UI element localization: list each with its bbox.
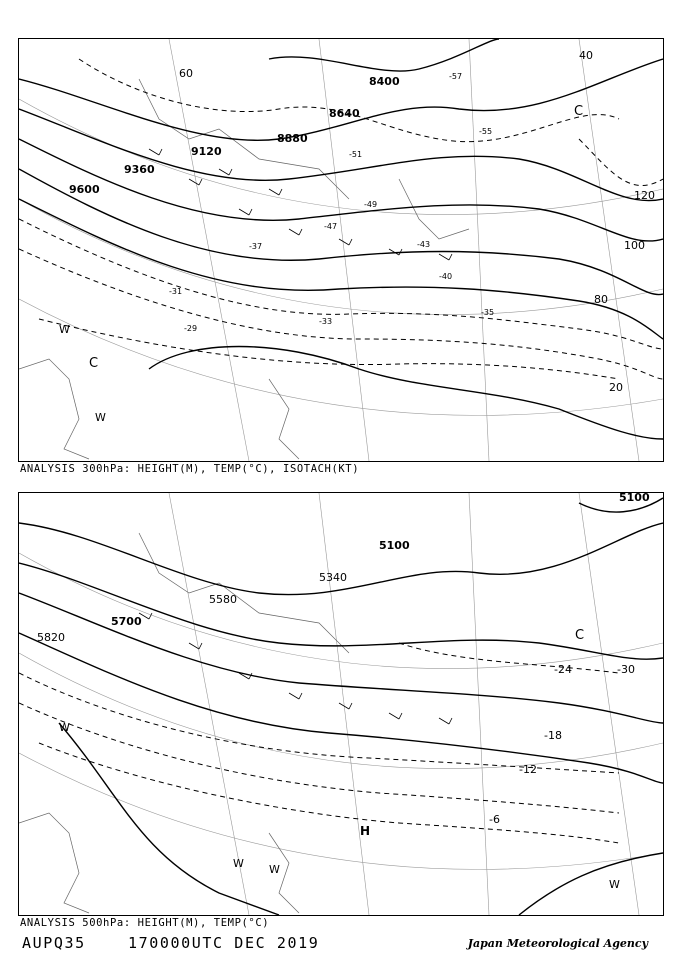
- warm-center-symbol: W: [59, 721, 70, 734]
- map-500hpa-svg: [19, 493, 663, 915]
- chart-500hpa: [18, 492, 664, 916]
- height-label: 5100: [379, 539, 410, 552]
- analysis-time: 170000UTC DEC 2019: [128, 934, 320, 952]
- height-label: 5580: [209, 593, 237, 606]
- wind-barbs-500: [139, 613, 452, 724]
- isotach-label: 20: [609, 381, 623, 394]
- isotherm-label: -24: [554, 663, 572, 676]
- height-label: 8880: [277, 132, 308, 145]
- height-label: 8640: [329, 107, 360, 120]
- low-center-symbol: C: [574, 104, 584, 119]
- height-label: 5700: [111, 615, 142, 628]
- low-center-symbol: C: [89, 356, 99, 371]
- warm-center-symbol: W: [233, 857, 244, 870]
- temp-label: -49: [364, 200, 378, 209]
- isotherm-label: -6: [489, 813, 500, 826]
- warm-center-symbol: W: [95, 411, 106, 424]
- high-center-symbol: H: [360, 824, 371, 838]
- height-contours-500: [19, 498, 663, 915]
- height-label: 9600: [69, 183, 100, 196]
- warm-center-symbol: W: [59, 323, 70, 336]
- temp-label: -43: [417, 240, 431, 249]
- isotach-label: 40: [579, 49, 593, 62]
- isotach-label: 100: [624, 239, 645, 252]
- temp-label: -37: [249, 242, 263, 251]
- graticule-300: [19, 39, 663, 461]
- height-label: 9120: [191, 145, 222, 158]
- agency-name: Japan Meteorological Agency: [467, 937, 648, 950]
- temp-label: -51: [349, 150, 363, 159]
- isotherm-label: -30: [617, 663, 635, 676]
- temp-label: -55: [479, 127, 493, 136]
- height-contours-300: [19, 39, 663, 439]
- caption-300hpa: ANALYSIS 300hPa: HEIGHT(M), TEMP(°C), ISOTACH(KT): [20, 463, 360, 475]
- bulletin-code: AUPQ35: [22, 934, 86, 952]
- isotach-label: 120: [634, 189, 655, 202]
- warm-center-symbol: W: [269, 863, 280, 876]
- warm-center-symbol: W: [609, 878, 620, 891]
- temp-label: -29: [184, 324, 198, 333]
- isotherm-label: -12: [519, 763, 537, 776]
- height-label: 9360: [124, 163, 155, 176]
- temp-label: -31: [169, 287, 183, 296]
- temp-label: -57: [449, 72, 463, 81]
- temp-label: -35: [481, 308, 495, 317]
- chart-300hpa: [18, 38, 664, 462]
- height-label: 8400: [369, 75, 400, 88]
- isotach-label: 60: [179, 67, 193, 80]
- isotach-label: 80: [594, 293, 608, 306]
- height-label: 5820: [37, 631, 65, 644]
- isotherm-label: -18: [544, 729, 562, 742]
- caption-500hpa: ANALYSIS 500hPa: HEIGHT(M), TEMP(°C): [20, 917, 270, 929]
- temp-label: -33: [319, 317, 333, 326]
- height-label: 5340: [319, 571, 347, 584]
- temp-label: -40: [439, 272, 453, 281]
- height-label: 5100: [619, 493, 650, 504]
- temp-label: -47: [324, 222, 338, 231]
- low-center-symbol: C: [575, 628, 585, 643]
- map-300hpa-svg: [19, 39, 663, 461]
